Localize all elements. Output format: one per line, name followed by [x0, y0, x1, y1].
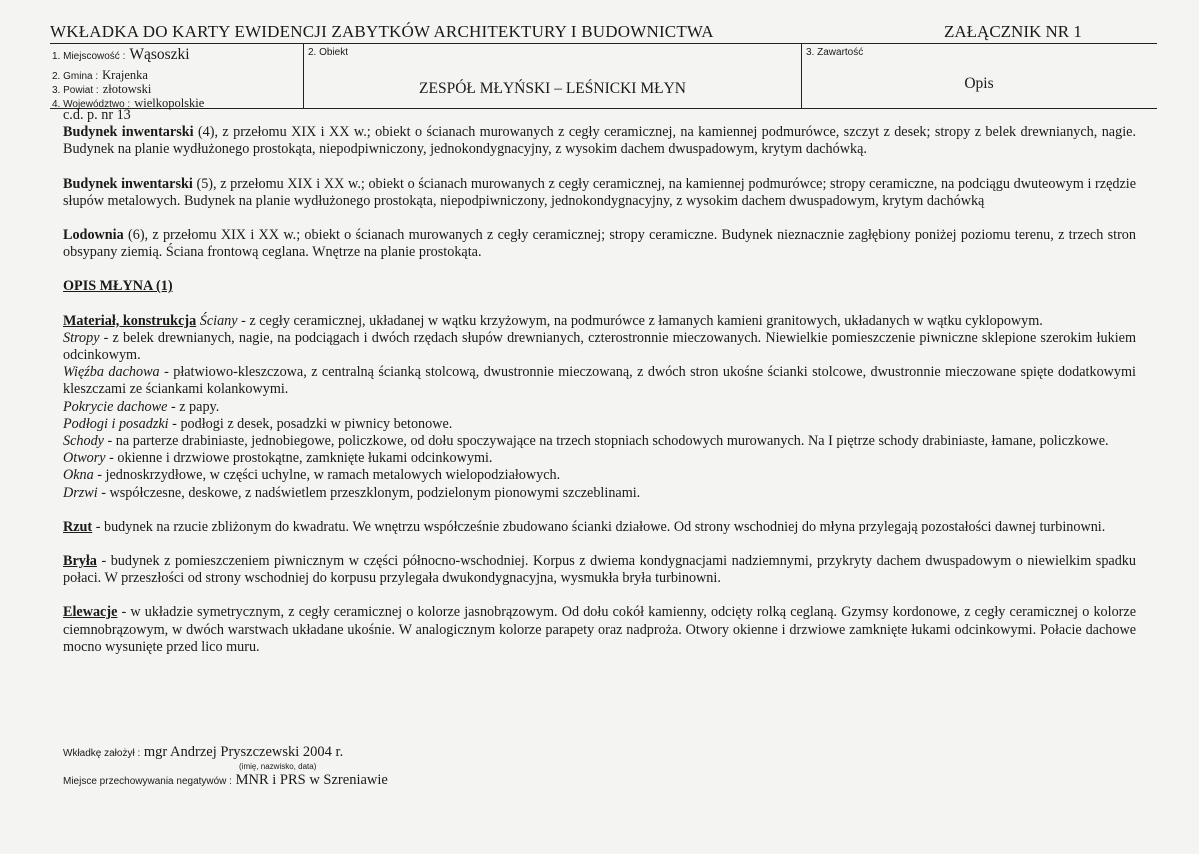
- building-4-paragraph: [63, 124, 1136, 158]
- stairs-label: Schody: [63, 433, 104, 450]
- document-body: [63, 107, 1136, 656]
- voivodeship-label: 4. Województwo :: [52, 99, 131, 110]
- truss-label: Więźba dachowa: [63, 364, 160, 381]
- column-divider: [303, 44, 304, 108]
- building-5-text: (5), z przełomu XIX i XX w.; obiekt o ścianach murowanych z cegły ceramicznej, na kamiennej podmurówce; stropy ceramiczne, na podciągu dwuteowym i rzędzie słupów metalowych. Budynek na planie wydłużonego prostokąta, niepodpiwniczony, jednokondygnacyjny, z wysokim dachem dwuspadowym, krytym dachówką: [63, 175, 1136, 209]
- mass-text: - budynek z pomieszczeniem piwnicznym w części północno-wschodniej. Korpus z dwiema kondygnacjami nadziemnymi, przykryty dachem dwuspadowym o niewielkim spadku połaci. W przeszłości od strony wschodniej do korpusu przylegała dwukondygnacyjna, wysmukła bryła turbinowni.: [63, 553, 1136, 587]
- object-value: ZESPÓŁ MŁYŃSKI – LEŚNICKI MŁYN: [419, 80, 686, 97]
- building-5-title: Budynek inwentarski: [63, 175, 193, 192]
- plan-paragraph: [63, 519, 1136, 536]
- plan-text: - budynek na rzucie zbliżonym do kwadratu. We wnętrzu współcześnie zbudowano ścianki działowe. Od strony wschodniej do młyna przylegają pozostałości dawnej turbinowni.: [92, 518, 1106, 535]
- openings-text: - okienne i drzwiowe prostokątne, zamknięte łukami odcinkowymi.: [105, 450, 493, 467]
- commune-label: 2. Gmina :: [52, 71, 99, 82]
- ceilings-label: Stropy: [63, 329, 100, 346]
- walls-label: Ściany: [199, 312, 238, 329]
- windows-paragraph: [63, 467, 1136, 484]
- building-5-paragraph: [63, 176, 1136, 210]
- mill-heading: OPIS MŁYNA (1): [63, 278, 173, 295]
- author-row: [63, 744, 343, 761]
- locality-value: Wąsoszki: [129, 46, 190, 63]
- locality-label: 1. Miejscowość :: [52, 51, 126, 62]
- icehouse-paragraph: [63, 227, 1136, 261]
- icehouse-title: Lodownia: [63, 227, 124, 244]
- mass-paragraph: [63, 553, 1136, 587]
- ceilings-text: - z belek drewnianych, nagie, na podciągach i dwóch rzędach słupów drewnianych, czterostronnie mieczowanych. Niewielkie pomieszczenie piwniczne sklepione szerokim łukiem odcinkowym.: [63, 329, 1136, 364]
- doors-paragraph: [63, 485, 1136, 502]
- author-label: Wkładkę założył :: [63, 748, 141, 759]
- district-label: 3. Powiat :: [52, 85, 99, 96]
- doors-text: - współczesne, deskowe, z nadświetlem przeszklonym, podzielonym pionowymi szczeblinami.: [97, 484, 641, 501]
- floors-text: - podłogi z desek, posadzki w piwnicy betonowe.: [168, 415, 453, 432]
- locality-row: [52, 46, 190, 64]
- district-value: złotowski: [102, 82, 152, 96]
- continuation-note: c.d. p. nr 13: [63, 107, 131, 123]
- content-value: Opis: [964, 75, 994, 92]
- doors-label: Drzwi: [63, 484, 98, 501]
- ceilings-paragraph: [63, 330, 1136, 364]
- storage-row: [63, 772, 388, 789]
- building-4-text: (4), z przełomu XIX i XX w.; obiekt o ścianach murowanych z cegły ceramicznej, na kamiennej podmurówce, szczyt z desek; stropy z belek drewnianych, nagie. Budynek na planie wydłużonego prostokąta, niepodpiwniczony, jednokondygnacyjny, z wysokim dachem dwuspadowym, krytym dachówką.: [63, 124, 1136, 158]
- openings-paragraph: [63, 450, 1136, 467]
- plan-title: Rzut: [63, 518, 93, 535]
- building-4-title: Budynek inwentarski: [63, 124, 194, 141]
- content-label: 3. Zawartość: [806, 47, 864, 58]
- windows-label: Okna: [63, 467, 94, 484]
- mass-title: Bryła: [63, 553, 97, 570]
- floors-paragraph: [63, 416, 1136, 433]
- openings-label: Otwory: [63, 450, 106, 467]
- voivodeship-value: wielkopolskie: [134, 96, 205, 110]
- header-table: [50, 43, 1157, 109]
- annex-label: ZAŁĄCZNIK NR 1: [944, 22, 1082, 41]
- walls-paragraph: [63, 313, 1136, 330]
- material-title: Materiał, konstrukcja: [63, 312, 197, 329]
- walls-text: - z cegły ceramicznej, układanej w wątku krzyżowym, na podmurówce z łamanych kamieni granitowych, układanych w wątku cyklopowym.: [237, 312, 1043, 329]
- storage-value: MNR i PRS w Szreniawie: [235, 772, 388, 788]
- windows-text: - jednoskrzydłowe, w części uchylne, w ramach metalowych wielopodziałowych.: [93, 467, 561, 484]
- truss-paragraph: [63, 364, 1136, 398]
- roofing-label: Pokrycie dachowe: [63, 398, 168, 415]
- stairs-text: - na parterze drabiniaste, jednobiegowe, policzkowe, od dołu spoczywające na trzech stopniach schodowych murowanych. Na I piętrze schody drabiniaste, łamane, policzkowe.: [103, 433, 1109, 450]
- object-label: 2. Obiekt: [308, 47, 349, 58]
- elevations-title: Elewacje: [63, 604, 118, 621]
- floors-label: Podłogi i posadzki: [63, 415, 169, 432]
- elevations-text: - w układzie symetrycznym, z cegły ceramicznej o kolorze jasnobrązowym. Od dołu cokół kamienny, odcięty rolką ceglaną. Gzymsy kordonowe, z cegły ceramicznej o kolorze ciemnobrązowym, w dwóch warstwach układane ukośnie. W analogicznym kolorze parapety oraz nadproża. Otwory okienne i drzwiowe zamknięte łukami odcinkowymi. Połacie dachowe mocno wysunięte przed lico muru.: [63, 604, 1136, 655]
- roofing-paragraph: [63, 399, 1136, 416]
- storage-label: Miejsce przechowywania negatywów :: [63, 776, 232, 787]
- column-divider: [801, 44, 802, 108]
- page-title: WKŁADKA DO KARTY EWIDENCJI ZABYTKÓW ARCHITEKTURY I BUDOWNICTWA: [50, 22, 714, 41]
- elevations-paragraph: [63, 604, 1136, 656]
- author-value: mgr Andrzej Pryszczewski 2004 r.: [143, 744, 344, 760]
- commune-value: Krajenka: [102, 68, 148, 82]
- roofing-text: - z papy.: [167, 398, 220, 415]
- icehouse-text: (6), z przełomu XIX i XX w.; obiekt o ścianach murowanych z cegły ceramicznej; stropy ceramiczne. Budynek nieznacznie zagłębiony poniżej poziomu terenu, z trzech stron obsypany ziemią. Ściana frontową ceglana. Wnętrze na planie prostokąta.: [63, 227, 1136, 261]
- author-hint: (imię, nazwisko, data): [239, 762, 317, 771]
- truss-text: - płatwiowo-kleszczowa, z centralną ścianką stolcową, dwustronnie mieczowaną, z dwóch stron ukośne ścianki stolcowe, dwustronnie mieczowane spięte dodatkowymi kleszczami ze ściankami kolankowymi.: [63, 364, 1136, 398]
- stairs-paragraph: [63, 433, 1136, 450]
